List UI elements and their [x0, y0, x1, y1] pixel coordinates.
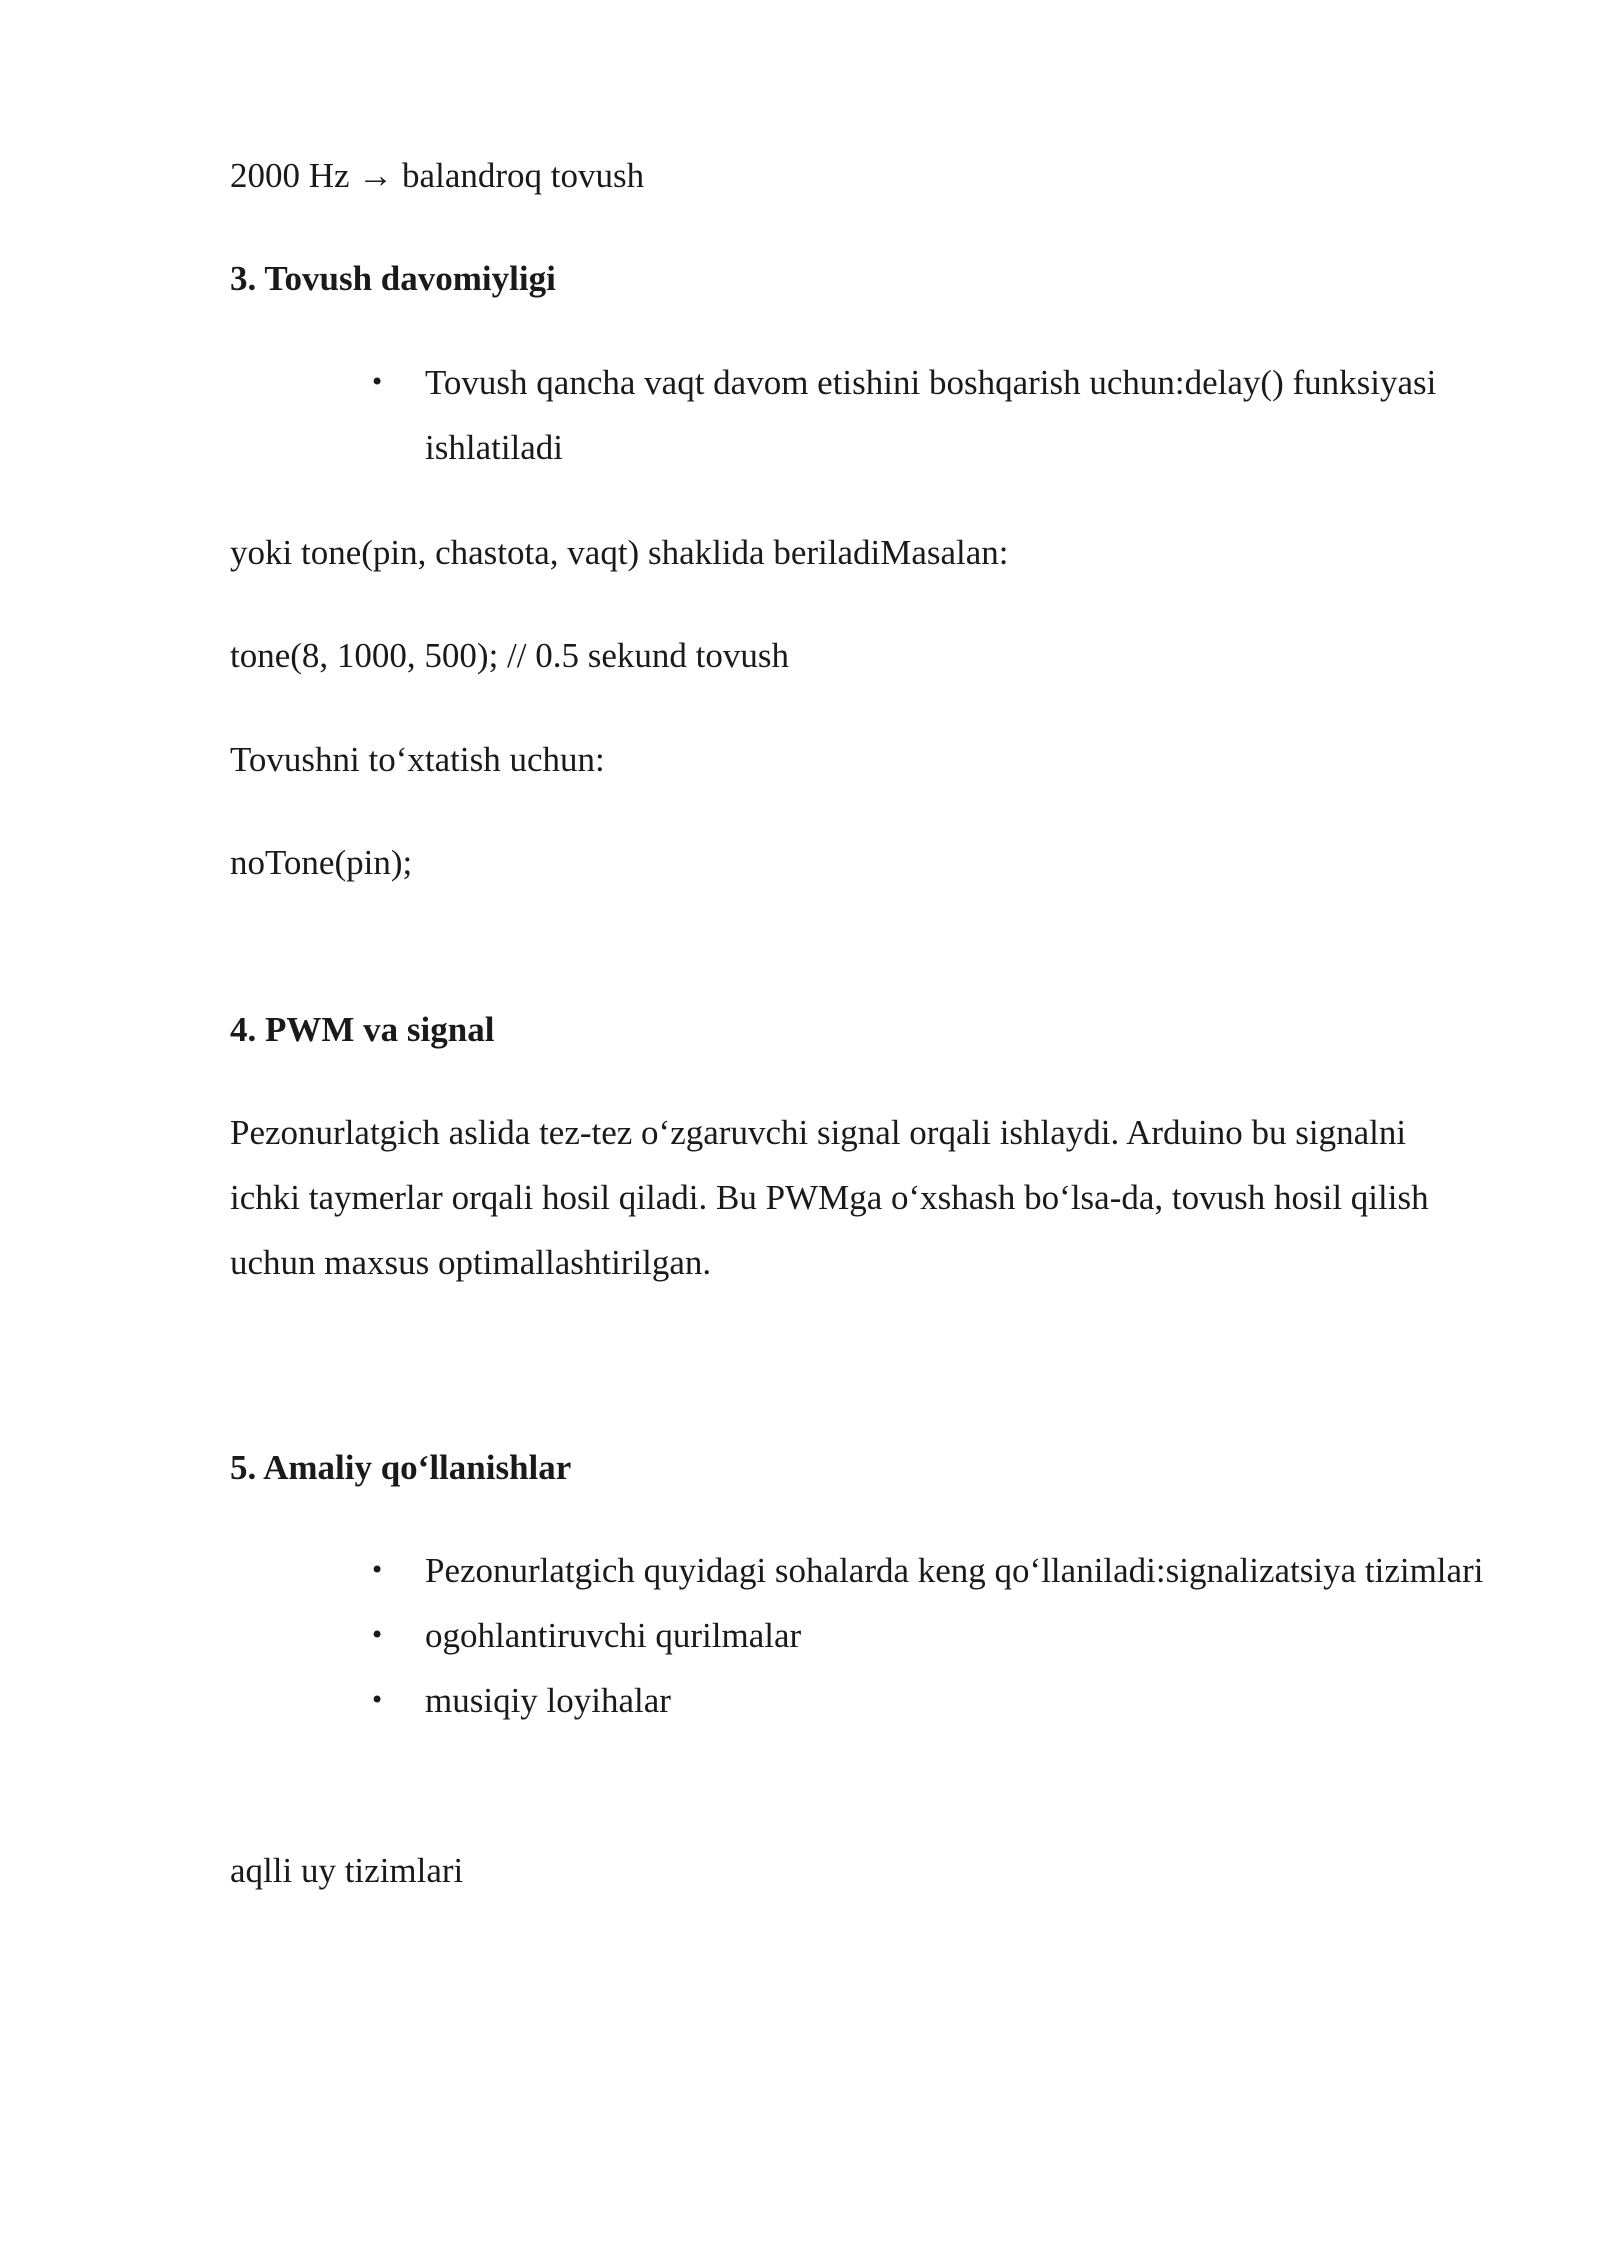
list-item-text: Pezonurlatgich quyidagi sohalarda keng qo‘llaniladi:signalizatsiya tizimlari	[425, 1551, 1484, 1590]
notone-line: noTone(pin);	[230, 843, 413, 882]
list-item	[370, 350, 1490, 480]
list-item	[370, 1668, 1490, 1733]
list-item-text: ogohlantiruvchi qurilmalar	[425, 1616, 802, 1655]
list-item	[370, 1603, 1490, 1668]
bullet-icon: •	[370, 1621, 385, 1649]
frequency-line: 2000 Hz → balandroq tovush	[230, 156, 645, 195]
duration-bullet-list	[370, 350, 1490, 480]
applications-bullet-list	[370, 1538, 1490, 1733]
list-item-text: musiqiy loyihalar	[425, 1681, 671, 1720]
stop-sound-label: Tovushni to‘xtatish uchun:	[230, 740, 605, 779]
bullet-icon: •	[370, 1556, 385, 1584]
pwm-paragraph: Pezonurlatgich aslida tez-tez o‘zgaruvchi signal orqali ishlaydi. Arduino bu signalni ichki taymerlar orqali hosil qiladi. Bu PWMga o‘xshash bo‘lsa-da, tovush hosil qilish uchun maxsus optimallashtirilgan.	[230, 1113, 1429, 1282]
section-heading-applications: 5. Amaliy qo‘llanishlar	[230, 1448, 572, 1487]
bullet-icon: •	[370, 1686, 385, 1714]
bullet-icon: •	[370, 368, 385, 396]
list-item-text: Tovush qancha vaqt davom etishini boshqarish uchun:delay() funksiyasi ishlatiladi	[425, 363, 1437, 467]
smart-home-line: aqlli uy tizimlari	[230, 1851, 464, 1890]
tone-syntax-line: yoki tone(pin, chastota, vaqt) shaklida beriladiMasalan:	[230, 533, 1009, 572]
section-heading-duration: 3. Tovush davomiyligi	[230, 259, 556, 298]
list-item	[370, 1538, 1490, 1603]
section-heading-pwm: 4. PWM va signal	[230, 1010, 495, 1049]
tone-example-line: tone(8, 1000, 500); // 0.5 sekund tovush	[230, 636, 789, 675]
